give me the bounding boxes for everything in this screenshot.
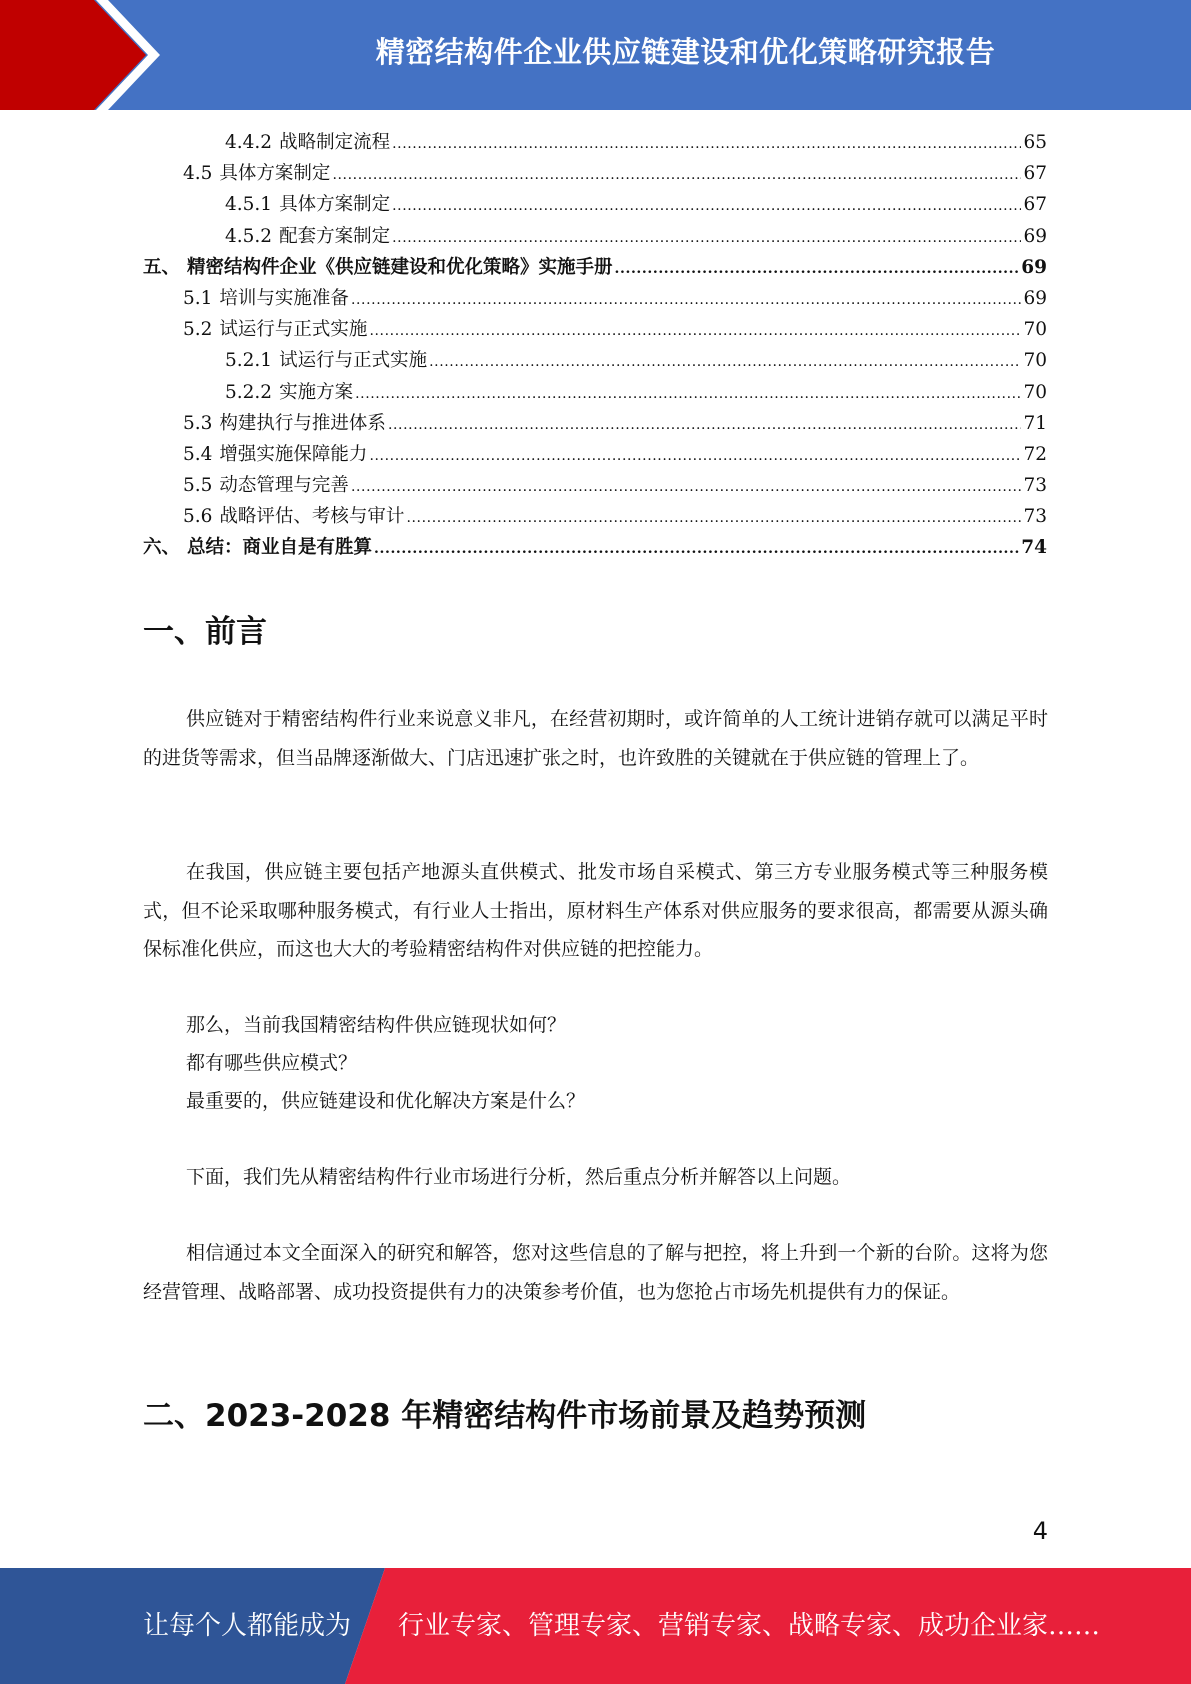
table-of-contents — [143, 128, 1047, 565]
toc-dot-leader — [392, 230, 1021, 246]
header-band — [0, 0, 1191, 110]
toc-entry-number: 5.4 — [183, 443, 213, 465]
toc-entry-number: 5.2.2 — [225, 381, 273, 403]
toc-entry-number: 五、 — [143, 256, 181, 278]
toc-entry[interactable] — [143, 378, 1047, 409]
toc-dot-leader — [351, 292, 1022, 308]
closing-paragraph: 相信通过本文全面深入的研究和解答，您对这些信息的了解与把控，将上升到一个新的台阶。这将为您经营管理、战略部署、成功投资提供有力的决策参考价值，也为您抢占市场先机提供有力的保证。 — [143, 1242, 1048, 1303]
toc-dot-leader — [388, 417, 1022, 433]
toc-dot-leader — [374, 541, 1019, 557]
toc-entry-title: 具体方案制定 — [219, 163, 331, 185]
toc-entry-title: 增强实施保障能力 — [219, 443, 368, 465]
question-line-1: 那么，当前我国精密结构件供应链现状如何？ — [186, 1014, 567, 1036]
toc-entry-title: 培训与实施准备 — [219, 287, 349, 309]
toc-dot-leader — [351, 479, 1022, 495]
toc-entry[interactable] — [143, 315, 1047, 346]
toc-entry-page: 69 — [1023, 225, 1047, 247]
toc-entry-number: 5.6 — [183, 506, 213, 528]
toc-dot-leader — [392, 136, 1021, 152]
toc-entry-title: 具体方案制定 — [279, 194, 391, 216]
toc-entry[interactable] — [143, 190, 1047, 221]
analysis-intro-line: 下面，我们先从精密结构件行业市场进行分析，然后重点分析并解答以上问题。 — [186, 1166, 852, 1188]
toc-dot-leader — [429, 354, 1021, 370]
toc-entry-number: 4.4.2 — [225, 132, 273, 153]
page-number: 4 — [1032, 1517, 1048, 1545]
toc-entry[interactable] — [143, 253, 1047, 284]
section-heading-preface: 一、前言 — [143, 614, 267, 650]
question-line-3: 最重要的，供应链建设和优化解决方案是什么？ — [186, 1090, 586, 1112]
toc-entry[interactable] — [143, 284, 1047, 315]
toc-entry-title: 实施方案 — [279, 381, 354, 403]
toc-entry-page: 65 — [1023, 132, 1047, 153]
toc-entry-page: 72 — [1023, 443, 1047, 465]
section-heading-market-forecast: 二、2023-2028 年精密结构件市场前景及趋势预测 — [143, 1398, 867, 1434]
question-line-2: 都有哪些供应模式？ — [186, 1052, 358, 1074]
toc-entry-title: 战略评估、考核与审计 — [219, 506, 405, 528]
toc-entry[interactable] — [143, 440, 1047, 471]
toc-entry[interactable] — [143, 222, 1047, 253]
toc-entry-number: 5.2.1 — [225, 350, 273, 372]
toc-entry[interactable] — [143, 471, 1047, 502]
toc-entry[interactable] — [143, 346, 1047, 377]
toc-entry-title: 总结：商业自是有胜算 — [187, 537, 373, 559]
toc-entry-number: 4.5 — [183, 163, 213, 185]
toc-dot-leader — [332, 167, 1021, 183]
footer-slogan-right: 行业专家、管理专家、营销专家、战略专家、成功企业家…… — [398, 1611, 1101, 1641]
toc-entry-number: 5.5 — [183, 475, 213, 497]
report-title: 精密结构件企业供应链建设和优化策略研究报告 — [375, 35, 996, 69]
header-arrow-decoration — [0, 0, 160, 110]
toc-entry-page: 69 — [1023, 287, 1047, 309]
toc-entry-title: 配套方案制定 — [279, 225, 391, 247]
toc-dot-leader — [369, 323, 1021, 339]
toc-entry-title: 动态管理与完善 — [219, 475, 349, 497]
toc-entry-title: 试运行与正式实施 — [279, 350, 428, 372]
footer-slogan-left: 让每个人都能成为 — [143, 1611, 352, 1641]
toc-entry-page: 70 — [1023, 350, 1047, 372]
toc-entry-title: 战略制定流程 — [279, 132, 391, 153]
toc-entry-number: 5.1 — [183, 287, 213, 309]
toc-entry-page: 70 — [1023, 381, 1047, 403]
toc-dot-leader — [369, 448, 1021, 464]
toc-dot-leader — [392, 198, 1021, 214]
toc-entry-number: 5.2 — [183, 319, 213, 341]
toc-entry-number: 5.3 — [183, 412, 213, 434]
toc-entry-page: 74 — [1021, 537, 1047, 559]
toc-entry[interactable] — [143, 159, 1047, 190]
toc-entry-title: 构建执行与推进体系 — [219, 412, 386, 434]
toc-entry-title: 精密结构件企业《供应链建设和优化策略》实施手册 — [187, 256, 613, 278]
toc-entry[interactable] — [143, 533, 1047, 564]
preface-paragraph-2: 在我国，供应链主要包括产地源头直供模式、批发市场自采模式、第三方专业服务模式等三种服务模式，但不论采取哪种服务模式，有行业人士指出，原材料生产体系对供应服务的要求很高，都需要从源头确保标准化供应，而这也大大的考验精密结构件对供应链的把控能力。 — [143, 861, 1048, 960]
toc-entry-page: 71 — [1023, 412, 1047, 434]
toc-entry-number: 六、 — [143, 537, 181, 559]
toc-entry[interactable] — [143, 409, 1047, 440]
toc-entry-number: 4.5.2 — [225, 225, 273, 247]
toc-entry-page: 67 — [1023, 194, 1047, 216]
toc-entry-page: 70 — [1023, 319, 1047, 341]
toc-entry-page: 73 — [1023, 506, 1047, 528]
toc-entry-page: 73 — [1023, 475, 1047, 497]
footer-band — [0, 1568, 1191, 1684]
header-red-arrow — [0, 0, 146, 110]
toc-entry-title: 试运行与正式实施 — [219, 319, 368, 341]
toc-dot-leader — [615, 261, 1020, 277]
toc-dot-leader — [406, 510, 1021, 526]
toc-entry-number: 4.5.1 — [225, 194, 273, 216]
toc-entry[interactable] — [143, 502, 1047, 533]
toc-entry[interactable] — [143, 128, 1047, 159]
toc-dot-leader — [355, 386, 1021, 402]
toc-entry-page: 67 — [1023, 163, 1047, 185]
preface-paragraph-1: 供应链对于精密结构件行业来说意义非凡，在经营初期时，或许简单的人工统计进销存就可以满足平时的进货等需求，但当品牌逐渐做大、门店迅速扩张之时，也许致胜的关键就在于供应链的管理上了。 — [143, 708, 1048, 769]
toc-entry-page: 69 — [1021, 256, 1047, 278]
